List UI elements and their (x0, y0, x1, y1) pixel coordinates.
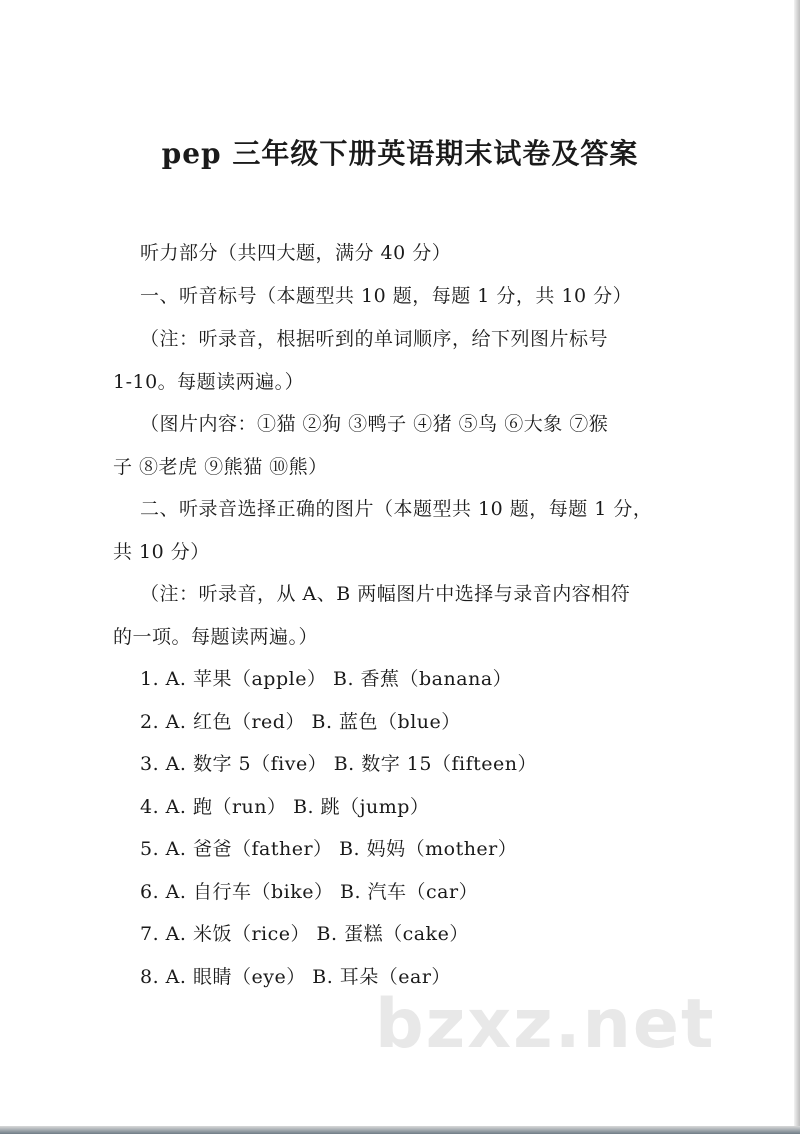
page-edge-bottom (0, 1126, 800, 1134)
question-item: 5. A. 爸爸（father） B. 妈妈（mother） (140, 838, 518, 860)
question-item: 4. A. 跑（run） B. 跳（jump） (140, 796, 430, 818)
page-edge-right (794, 0, 800, 1134)
part-two-heading: 二、听录音选择正确的图片（本题型共 10 题，每题 1 分， (140, 498, 653, 520)
part-one-heading: 一、听音标号（本题型共 10 题，每题 1 分，共 10 分） (140, 285, 633, 307)
picture-content-list-cont: 子 ⑧老虎 ⑨熊猫 ⑩熊） (113, 456, 328, 478)
part-two-note-cont: 的一项。每题读两遍。） (113, 626, 319, 648)
question-item: 1. A. 苹果（apple） B. 香蕉（banana） (140, 668, 513, 690)
section-listening-header: 听力部分（共四大题，满分 40 分） (140, 242, 452, 264)
picture-content-list: （图片内容：①猫 ②狗 ③鸭子 ④猪 ⑤鸟 ⑥大象 ⑦猴 (140, 413, 609, 435)
part-one-note-cont: 1-10。每题读两遍。） (113, 371, 305, 393)
question-item: 2. A. 红色（red） B. 蓝色（blue） (140, 711, 461, 733)
question-item: 3. A. 数字 5（five） B. 数字 15（fifteen） (140, 753, 537, 775)
part-one-note: （注：听录音，根据听到的单词顺序，给下列图片标号 (140, 328, 609, 350)
question-item: 6. A. 自行车（bike） B. 汽车（car） (140, 881, 479, 903)
part-two-note: （注：听录音，从 A、B 两幅图片中选择与录音内容相符 (140, 583, 631, 605)
question-item: 8. A. 眼睛（eye） B. 耳朵（ear） (140, 966, 451, 988)
part-two-heading-cont: 共 10 分） (113, 541, 210, 563)
page-title: pep 三年级下册英语期末试卷及答案 (161, 137, 639, 170)
question-item: 7. A. 米饭（rice） B. 蛋糕（cake） (140, 923, 469, 945)
watermark: bzxz.net (375, 985, 716, 1064)
